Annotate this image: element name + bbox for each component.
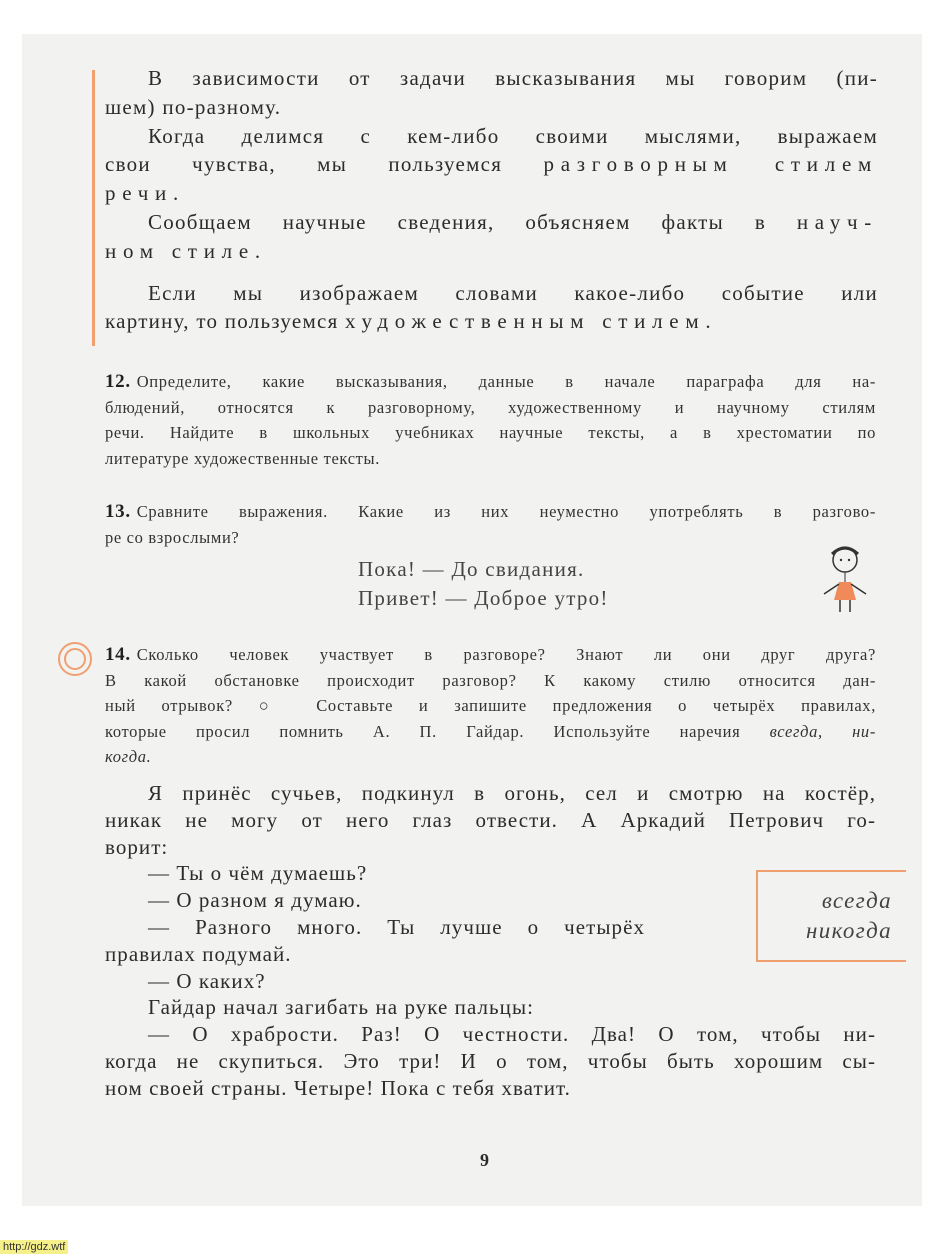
word: всегда xyxy=(821,888,892,913)
text-line xyxy=(105,179,878,208)
story-line: ворит: xyxy=(105,834,169,859)
task-number: 12. xyxy=(105,371,131,392)
text-line xyxy=(105,693,876,719)
story-line: — О каких? xyxy=(148,968,266,993)
text-line xyxy=(105,93,878,122)
text-segment: блюдений, относятся к разговорному, художественному и научному стилям xyxy=(105,397,876,417)
text-line xyxy=(105,279,878,308)
word: никогда xyxy=(805,918,892,943)
task-number: 14. xyxy=(105,644,131,665)
text-line xyxy=(105,369,876,395)
story-line: — О разном я думаю. xyxy=(148,888,362,913)
story-line: — Ты о чём думаешь? xyxy=(148,861,368,886)
task-12 xyxy=(105,369,876,471)
task-14 xyxy=(105,642,876,770)
text-segment: речи. Найдите в школьных учебниках научные тексты, а в хрестоматии по xyxy=(105,423,876,442)
phrase: Пока! — До свидания. xyxy=(358,557,585,581)
text-segment: Сообщаем научные сведения, объясняем факты в xyxy=(148,209,797,234)
text-line xyxy=(105,744,876,770)
text-segment: Когда делимся с кем-либо своими мыслями, выражаем xyxy=(148,123,878,148)
story-line: Гайдар начал загибать на руке пальцы: xyxy=(148,995,534,1020)
text-line xyxy=(105,237,878,266)
text-segment: Сравните выражения. Какие из них неуместно употреблять в разгово- xyxy=(136,502,876,521)
text-segment: свои чувства, мы пользуемся xyxy=(105,152,544,177)
story-line: Я принёс сучьев, подкинул в огонь, сел и смотрю на костёр, xyxy=(148,781,876,805)
footer-link[interactable]: http://gdz.wtf xyxy=(0,1240,68,1254)
text-line xyxy=(105,64,878,93)
phrases xyxy=(358,555,609,613)
text-line xyxy=(105,499,876,525)
text-segment: литературе художественные тексты. xyxy=(105,448,381,468)
text-line xyxy=(105,420,876,446)
text-line xyxy=(105,395,876,421)
text-line xyxy=(105,525,876,551)
task-13 xyxy=(105,499,876,550)
story-line: ном своей страны. Четыре! Пока с тебя хватит. xyxy=(105,1075,571,1100)
text-segment: В зависимости от задачи высказывания мы говорим (пи- xyxy=(148,66,878,90)
girl-illustration xyxy=(812,538,878,614)
text-segment: Если мы изображаем словами какое-либо событие или xyxy=(148,280,878,305)
text-line xyxy=(105,150,878,179)
text-segment: когда. xyxy=(105,747,152,766)
story-line: никак не могу от него глаз отвести. А Аркадий Петрович го- xyxy=(105,807,876,832)
text-segment: науч- xyxy=(796,209,878,234)
text-segment: В какой обстановке происходит разговор? К какому стилю относится дан- xyxy=(105,670,876,690)
text-line xyxy=(105,668,876,694)
text-segment: картину, то пользуемся xyxy=(105,309,346,334)
task-number: 13. xyxy=(105,501,131,522)
text-line xyxy=(105,208,878,237)
rule-accent-bar xyxy=(92,70,95,346)
text-segment: художественным стилем. xyxy=(345,309,718,334)
rule-text xyxy=(105,64,878,336)
text-line xyxy=(105,446,876,472)
page-number: 9 xyxy=(480,1150,489,1170)
phrase: Привет! — Доброе утро! xyxy=(358,586,609,610)
text-segment: ре со взрослыми? xyxy=(105,527,240,547)
story-line: — О храбрости. Раз! О честности. Два! О том, чтобы ни- xyxy=(148,1022,876,1047)
text-segment: Определите, какие высказывания, данные в начале параграфа для на- xyxy=(136,372,876,391)
word-box xyxy=(756,870,906,962)
text-line xyxy=(105,307,878,336)
text-line xyxy=(105,719,876,745)
double-circle-icon xyxy=(56,640,94,678)
text-segment: всегда, ни- xyxy=(769,721,876,741)
story-line: правилах подумай. xyxy=(105,941,292,966)
text-line xyxy=(105,122,878,151)
text-segment: Сколько человек участвует в разговоре? Знают ли они друг друга? xyxy=(136,645,876,664)
text-segment: ном стиле. xyxy=(105,238,267,263)
text-segment: ный отрывок? ○ Составьте и запишите предложения о четырёх правилах, xyxy=(105,696,876,715)
text-segment: речи. xyxy=(105,181,185,206)
text-segment: которые просил помнить А. П. Гайдар. Используйте наречия xyxy=(105,721,770,741)
story-line: когда не скупиться. Это три! И о том, чтобы быть хорошим сы- xyxy=(105,1048,876,1073)
text-segment: разговорным xyxy=(543,152,734,177)
story-line: — Разного много. Ты лучше о четырёх xyxy=(148,914,645,939)
text-segment xyxy=(734,152,775,176)
text-segment: стилем xyxy=(774,152,879,177)
text-line xyxy=(105,642,876,668)
text-segment: шем) по-разному. xyxy=(105,94,282,119)
